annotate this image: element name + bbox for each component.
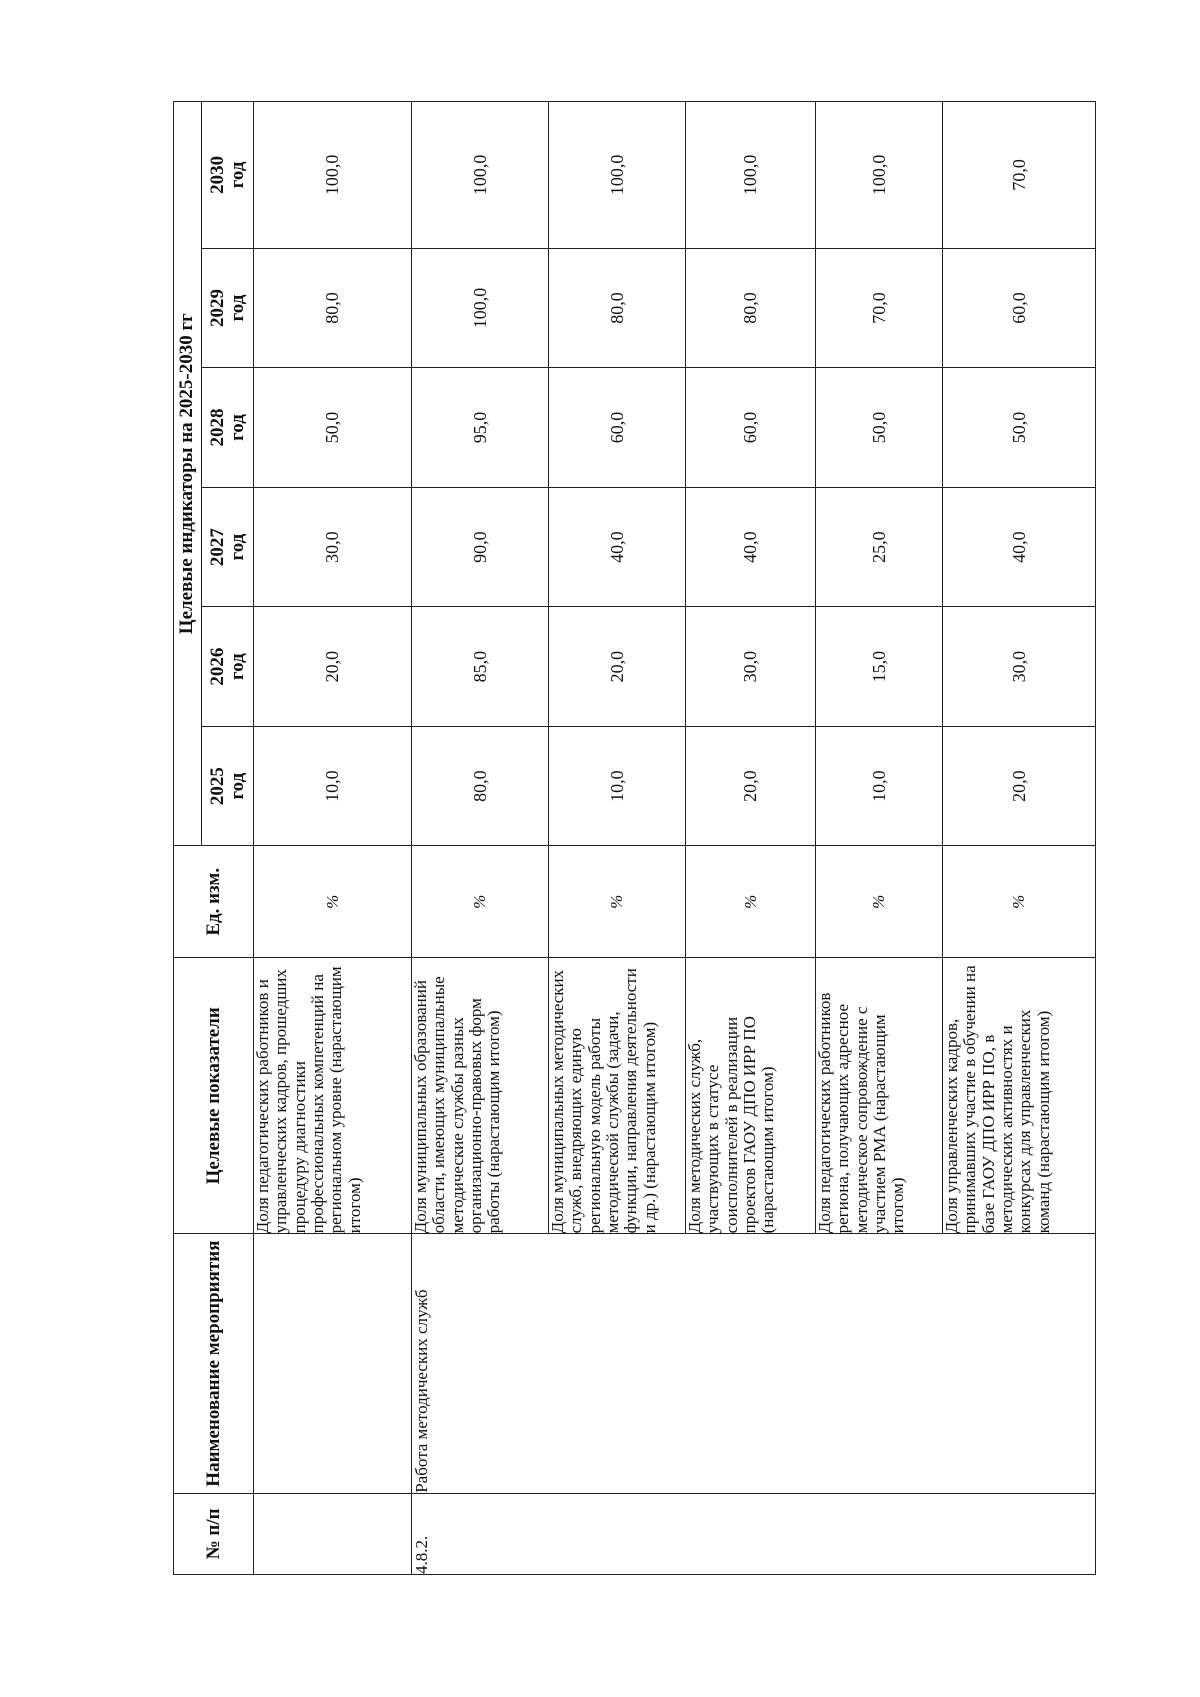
value-2028: 95,0 <box>412 368 549 488</box>
value-2028: 50,0 <box>816 368 943 488</box>
row-unit: % <box>549 846 686 958</box>
rotated-table-wrapper <box>173 101 1095 1575</box>
value-2026: 20,0 <box>549 607 686 727</box>
value-2030: 100,0 <box>816 102 943 249</box>
value-2028: 60,0 <box>549 368 686 488</box>
header-year-2027: 2027 год <box>202 487 254 607</box>
row-event-name: Работа методических служб <box>412 1234 1096 1493</box>
value-2029: 60,0 <box>943 248 1096 368</box>
header-year-2026: 2026 год <box>202 607 254 727</box>
value-2028: 50,0 <box>254 368 412 488</box>
row-number <box>254 1493 412 1574</box>
row-unit: % <box>816 846 943 958</box>
value-2027: 40,0 <box>943 487 1096 607</box>
value-2026: 30,0 <box>686 607 816 727</box>
header-year-2028: 2028 год <box>202 368 254 488</box>
row-indicator: Доля муниципальных методических служб, внедряющих единую региональную модель работы методической службы (задачи, функции, направления деятельности и др.) (нарастающим итогом) <box>549 958 686 1234</box>
table-row <box>412 102 549 1575</box>
value-2030: 100,0 <box>549 102 686 249</box>
row-indicator: Доля педагогических работников региона, получающих адресное методическое сопровождение с участием РМА (нарастающим итогом) <box>816 958 943 1234</box>
value-2026: 15,0 <box>816 607 943 727</box>
header-number: № п/п <box>174 1493 254 1574</box>
value-2025: 20,0 <box>943 726 1096 846</box>
value-2026: 20,0 <box>254 607 412 727</box>
value-2029: 80,0 <box>549 248 686 368</box>
value-2025: 10,0 <box>254 726 412 846</box>
header-unit: Ед. изм. <box>174 846 254 958</box>
value-2027: 30,0 <box>254 487 412 607</box>
value-2028: 60,0 <box>686 368 816 488</box>
row-indicator: Доля методических служб, участвующих в статусе соисполнителей в реализации проектов ГАОУ ДПО ИРР ПО (нарастающим итогом) <box>686 958 816 1234</box>
row-unit: % <box>943 846 1096 958</box>
row-event-name <box>254 1234 412 1493</box>
header-year-2030: 2030 год <box>202 102 254 249</box>
value-2030: 100,0 <box>254 102 412 249</box>
value-2025: 80,0 <box>412 726 549 846</box>
value-2027: 90,0 <box>412 487 549 607</box>
header-indicator: Целевые показатели <box>174 958 254 1234</box>
header-targets-group: Целевые индикаторы на 2025-2030 гг <box>174 102 202 846</box>
row-unit: % <box>412 846 549 958</box>
header-year-2029: 2029 год <box>202 248 254 368</box>
value-2030: 100,0 <box>686 102 816 249</box>
value-2029: 80,0 <box>254 248 412 368</box>
value-2030: 100,0 <box>412 102 549 249</box>
value-2025: 10,0 <box>549 726 686 846</box>
table-row <box>254 102 412 1575</box>
row-unit: % <box>254 846 412 958</box>
value-2028: 50,0 <box>943 368 1096 488</box>
value-2026: 30,0 <box>943 607 1096 727</box>
header-year-2025: 2025 год <box>202 726 254 846</box>
value-2027: 40,0 <box>549 487 686 607</box>
value-2025: 20,0 <box>686 726 816 846</box>
value-2027: 40,0 <box>686 487 816 607</box>
row-unit: % <box>686 846 816 958</box>
row-indicator: Доля управленческих кадров, принимавших участие в обучении на базе ГАОУ ДПО ИРР ПО, в методических активностях и конкурсах для управленческих команд (нарастающим итогом) <box>943 958 1096 1234</box>
value-2029: 80,0 <box>686 248 816 368</box>
value-2029: 100,0 <box>412 248 549 368</box>
row-indicator: Доля педагогических работников и управленческих кадров, прошедших процедуру диагностики профессиональных компетенций на региональном уровне (нарастающим итогом) <box>254 958 412 1234</box>
target-indicators-table <box>173 101 1096 1575</box>
header-event-name: Наименование мероприятия <box>174 1234 254 1493</box>
value-2027: 25,0 <box>816 487 943 607</box>
value-2026: 85,0 <box>412 607 549 727</box>
value-2030: 70,0 <box>943 102 1096 249</box>
row-indicator: Доля муниципальных образований области, имеющих муниципальные методические службы разных организационно-правовых форм работы (нарастающим итогом) <box>412 958 549 1234</box>
value-2029: 70,0 <box>816 248 943 368</box>
value-2025: 10,0 <box>816 726 943 846</box>
row-number: 4.8.2. <box>412 1493 1096 1574</box>
